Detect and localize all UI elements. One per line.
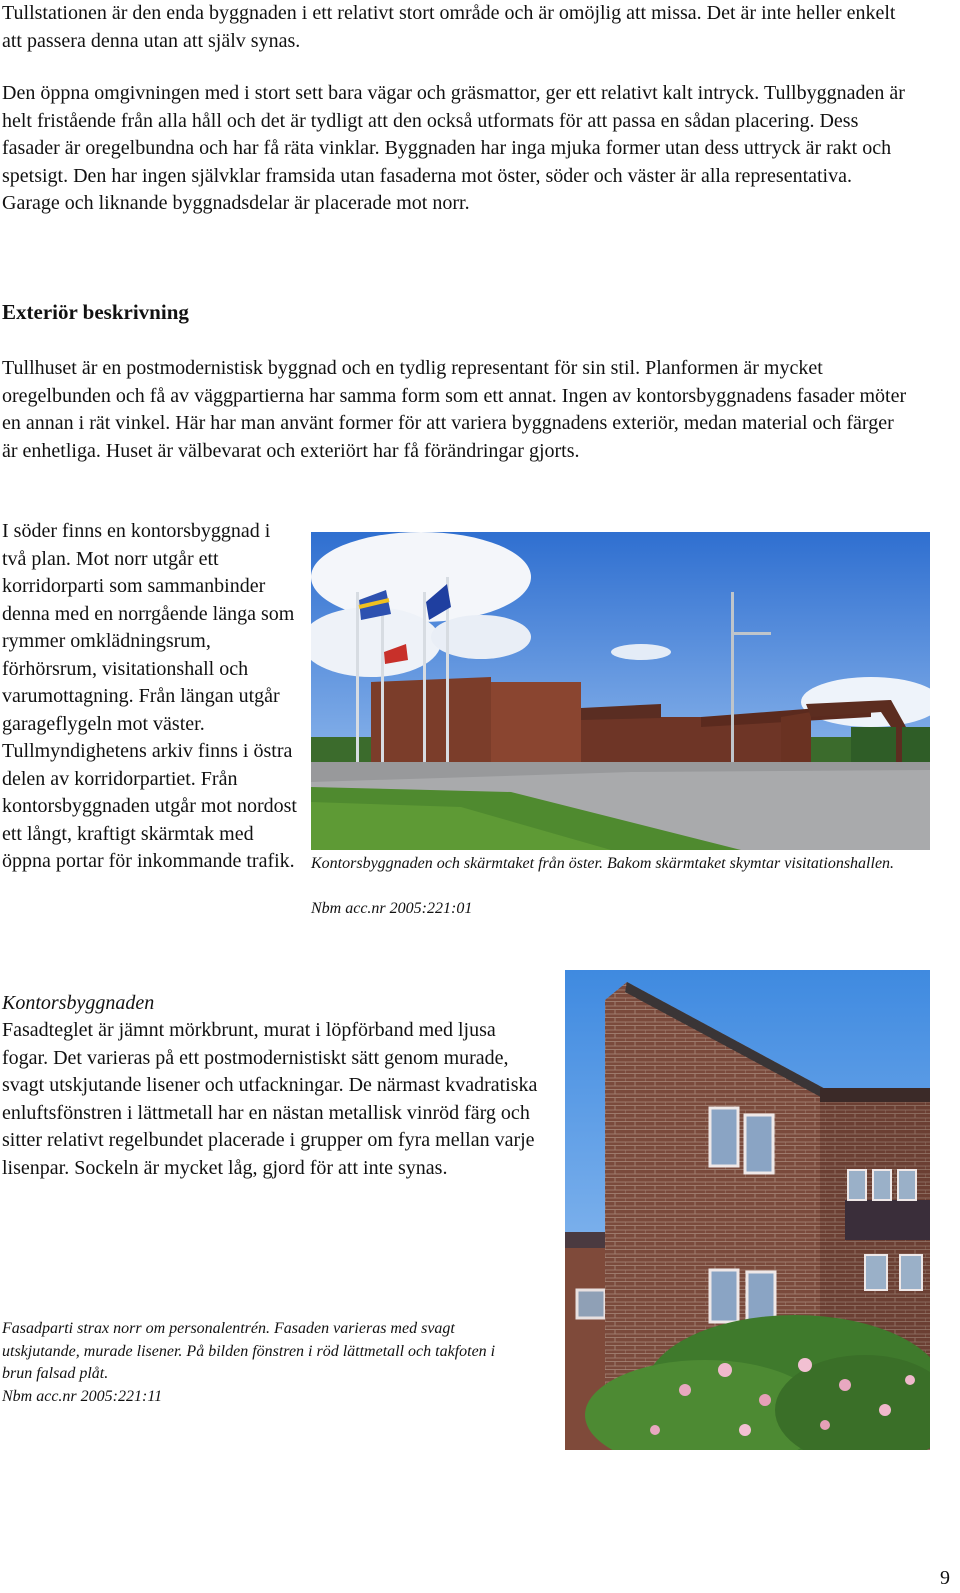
photo-facade-detail-illustration xyxy=(565,970,930,1450)
subheading-office: Kontorsbyggnaden xyxy=(2,992,155,1014)
paragraph-surroundings: Den öppna omgivningen med i stort sett bara vägar och gräsmattor, ger ett relativt kalt intryck. Tullbyggnaden är helt fristående från alla håll och det är tydligt att den också utformats för att passa en sådan placering. Dess fasader är oregelbundna och har få räta vinklar. Byggnaden har inga mjuka former utan dess uttryck är rakt och spetsigt. Den har ingen självklar framsida utan fasaderna mot öster, söder och väster är alla representativa. Garage och liknande byggnadsdelar är placerade mot norr. xyxy=(2,82,905,214)
paragraph-facade: Fasadteglet är jämnt mörkbrunt, murat i löpförband med ljusa fogar. Det varieras på ett postmodernistiskt sätt genom murade, svagt utskjutande lisener och utfackningar. De närmast kvadratiska enluftsfönstren i lättmetall har en nästan metallisk vinröd färg och sitter relativt regelbundet placerade i grupper om fyra mellan varje lisenpar. Sockeln är mycket låg, gjord för att inte synas. xyxy=(2,1019,538,1179)
caption-facade-detail-ref: Nbm acc.nr 2005:221:11 xyxy=(2,1388,163,1405)
photo-office-canopy-illustration xyxy=(311,532,930,850)
paragraph-layout: I söder finns en kontorsbyggnad i två plan. Mot norr utgår ett korridorparti som sammanbinder denna med en norrgående länga som rymmer omklädningsrum, förhörsrum, visitationshall och varumottagning. Från längan utgår garageflygeln mot väster. Tullmyndighetens arkiv finns i östra delen av korridorpartiet. Från kontorsbyggnaden utgår mot nordost ett långt, kraftigt skärmtak med öppna portar för inkommande trafik. xyxy=(2,520,297,872)
page-number: 9 xyxy=(940,1567,950,1589)
photo-office-canopy xyxy=(311,532,930,850)
caption-office-canopy-ref: Nbm acc.nr 2005:221:01 xyxy=(311,900,473,917)
caption-facade-detail: Fasadparti strax norr om personalentrén. Fasaden varieras med svagt utskjutande, murade lisener. På bilden fönstren i röd lättmetall och takfoten i brun falsad plåt. xyxy=(2,1320,496,1382)
paragraph-exterior: Tullhuset är en postmodernistisk byggnad och en tydlig representant för sin stil. Planformen är mycket oregelbunden och få av väggpartierna har samma form som ett annat. Ingen av kontorsbyggnadens fasader möter en annan i rät vinkel. Här har man använt former för att variera byggnadens exteriör, medan material och färger är enhetliga. Huset är välbevarat och exteriört har få förändringar gjorts. xyxy=(2,357,907,462)
paragraph-intro: Tullstationen är den enda byggnaden i ett relativt stort område och är omöjlig att missa. Det är inte heller enkelt att passera denna utan att själv synas. xyxy=(2,2,896,52)
photo-facade-detail xyxy=(565,970,930,1450)
caption-office-canopy: Kontorsbyggnaden och skärmtaket från öster. Bakom skärmtaket skymtar visitationshallen. xyxy=(311,855,895,872)
section-heading: Exteriör beskrivning xyxy=(2,300,189,324)
